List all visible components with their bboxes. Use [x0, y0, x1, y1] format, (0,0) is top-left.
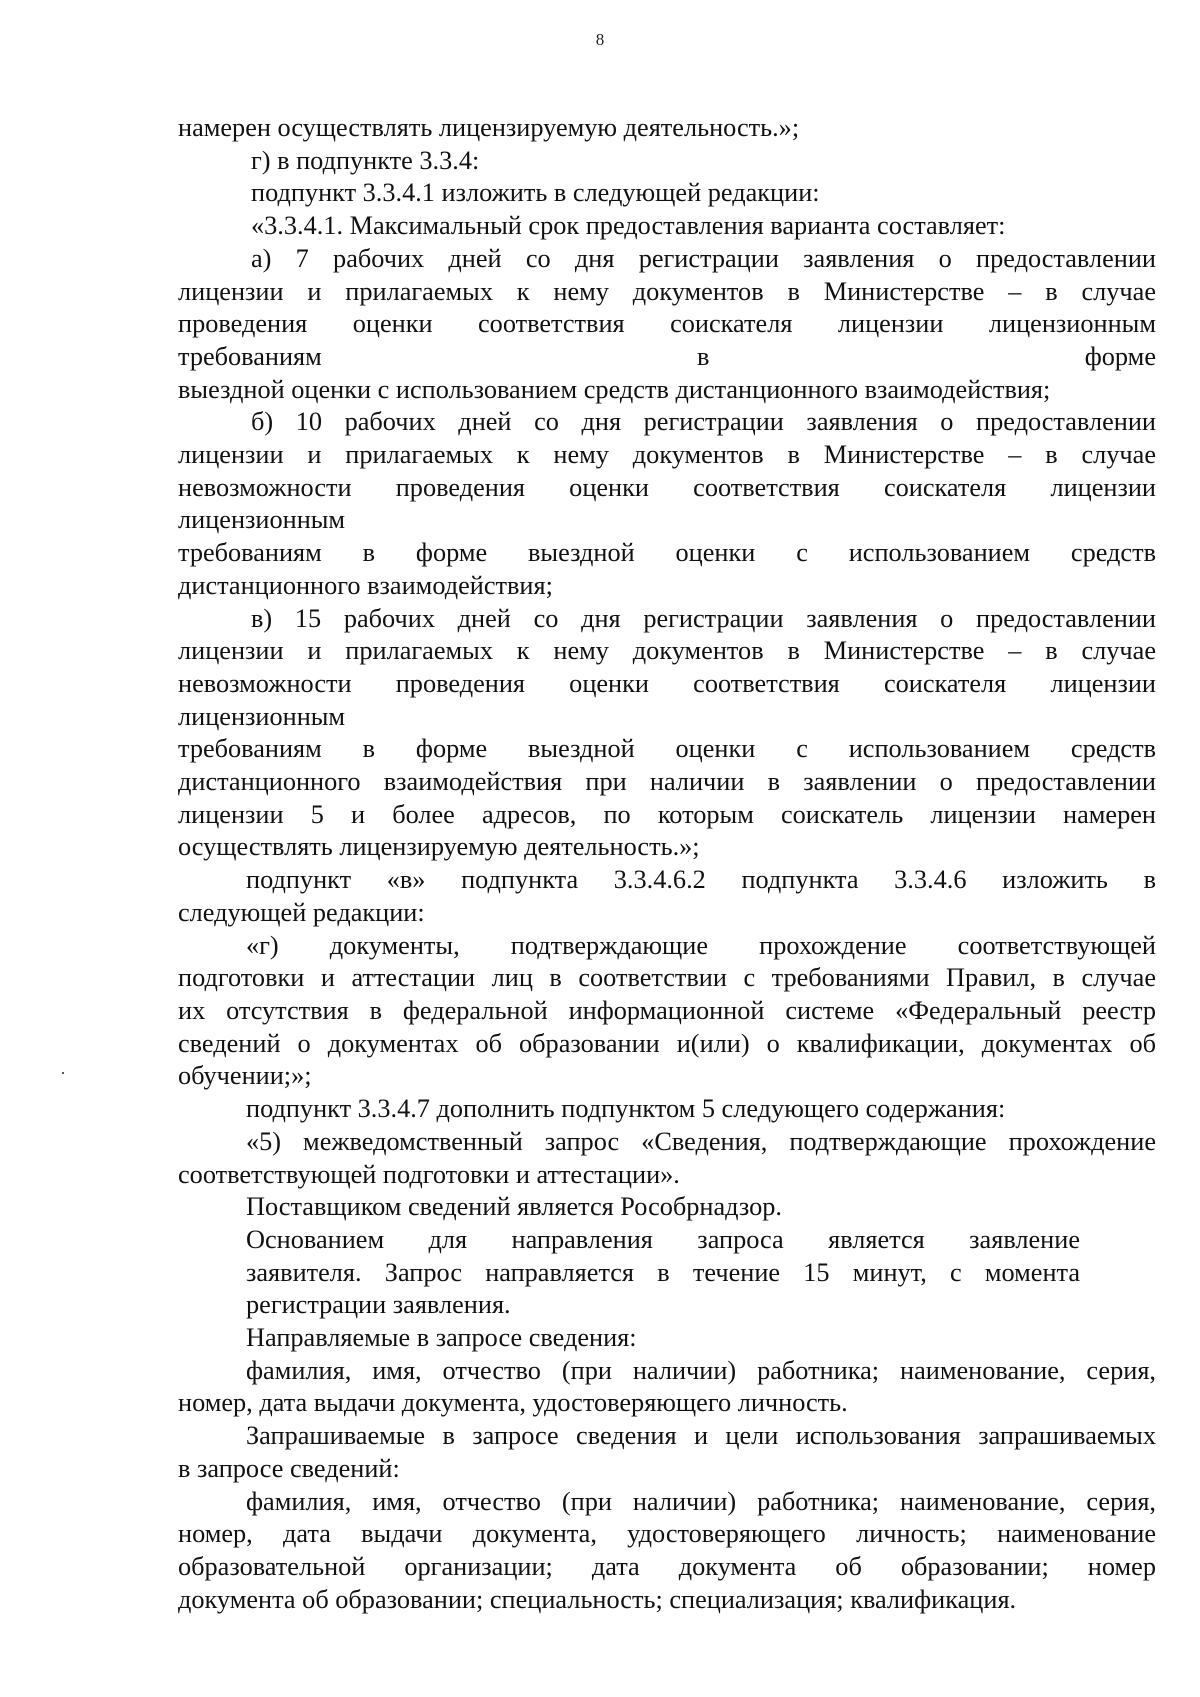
text-line: регистрации заявления.: [246, 1290, 511, 1320]
text-line: обучении;»;: [178, 1061, 312, 1091]
text-line: номер, дата выдачи документа, удостоверяющего личность; наименование: [178, 1519, 1156, 1549]
text-line: соответствующей подготовки и аттестации».: [178, 1159, 680, 1189]
text-line: требованиям в форме выездной оценки с использованием средств: [178, 734, 1156, 764]
text-line: заявителя. Запрос направляется в течение 15 минут, с момента: [246, 1257, 1080, 1287]
text-line: их отсутствия в федеральной информационной системе «Федеральный реестр: [178, 995, 1156, 1025]
text-line: лицензионным: [178, 701, 346, 731]
text-line: дистанционного взаимодействия;: [178, 570, 553, 600]
text-line: фамилия, имя, отчество (при наличии) работника; наименование, серия,: [246, 1355, 1156, 1385]
text-line: «г) документы, подтверждающие прохождение соответствующей: [246, 930, 1156, 960]
text-line: требованиям в форме: [178, 341, 1156, 371]
text-line: образовательной организации; дата документа об образовании; номер: [178, 1551, 1156, 1581]
text-line: подпункт 3.3.4.1 изложить в следующей редакции:: [251, 178, 820, 208]
text-line: лицензии и прилагаемых к нему документов в Министерстве – в случае: [178, 276, 1156, 306]
text-line: б) 10 рабочих дней со дня регистрации заявления о предоставлении: [251, 407, 1156, 437]
text-line: лицензии 5 и более адресов, по которым соискатель лицензии намерен: [178, 799, 1156, 829]
text-line: Запрашиваемые в запросе сведения и цели использования запрашиваемых: [246, 1421, 1156, 1451]
text-line: подпункт 3.3.4.7 дополнить подпунктом 5 следующего содержания:: [246, 1094, 1006, 1124]
text-line: «3.3.4.1. Максимальный срок предоставления варианта составляет:: [251, 211, 1006, 241]
text-line: а) 7 рабочих дней со дня регистрации заявления о предоставлении: [251, 243, 1156, 273]
text-line: фамилия, имя, отчество (при наличии) работника; наименование, серия,: [246, 1486, 1156, 1516]
text-line: в запросе сведений:: [178, 1453, 400, 1483]
document-body: [178, 112, 1156, 1616]
text-line: в) 15 рабочих дней со дня регистрации заявления о предоставлении: [251, 603, 1156, 633]
text-line: номер, дата выдачи документа, удостоверяющего личность.: [178, 1388, 848, 1418]
text-line: проведения оценки соответствия соискателя лицензии лицензионным: [178, 309, 1156, 339]
text-line: намерен осуществлять лицензируемую деятельность.»;: [178, 113, 800, 142]
text-line: осуществлять лицензируемую деятельность.»;: [178, 832, 700, 862]
text-line: лицензии и прилагаемых к нему документов в Министерстве – в случае: [178, 440, 1156, 470]
text-line: Направляемые в запросе сведения:: [246, 1323, 637, 1353]
text-line: невозможности проведения оценки соответствия соискателя лицензии: [178, 472, 1156, 502]
text-line: выездной оценки с использованием средств дистанционного взаимодействия;: [178, 374, 1051, 404]
text-line: подготовки и аттестации лиц в соответствии с требованиями Правил, в случае: [178, 963, 1156, 993]
text-line: сведений о документах об образовании и(или) о квалификации, документах об: [178, 1028, 1156, 1058]
page-number: 8: [595, 30, 605, 49]
text-line: г) в подпункте 3.3.4:: [251, 145, 480, 175]
text-line: дистанционного взаимодействия при наличии в заявлении о предоставлении: [178, 767, 1156, 797]
text-line: документа об образовании; специальность; специализация; квалификация.: [178, 1584, 1017, 1614]
scan-speck: [62, 1072, 64, 1074]
text-line: подпункт «в» подпункта 3.3.4.6.2 подпункта 3.3.4.6 изложить в: [246, 865, 1156, 895]
text-line: «5) межведомственный запрос «Сведения, подтверждающие прохождение: [246, 1126, 1156, 1156]
text-line: следующей редакции:: [178, 897, 425, 927]
text-line: лицензии и прилагаемых к нему документов в Министерстве – в случае: [178, 636, 1156, 666]
text-line: Основанием для направления запроса является заявление: [246, 1224, 1080, 1254]
text-line: Поставщиком сведений является Рособрнадзор.: [246, 1192, 782, 1222]
text-line: требованиям в форме выездной оценки с использованием средств: [178, 538, 1156, 568]
text-line: невозможности проведения оценки соответствия соискателя лицензии: [178, 668, 1156, 698]
text-line: лицензионным: [178, 505, 346, 535]
